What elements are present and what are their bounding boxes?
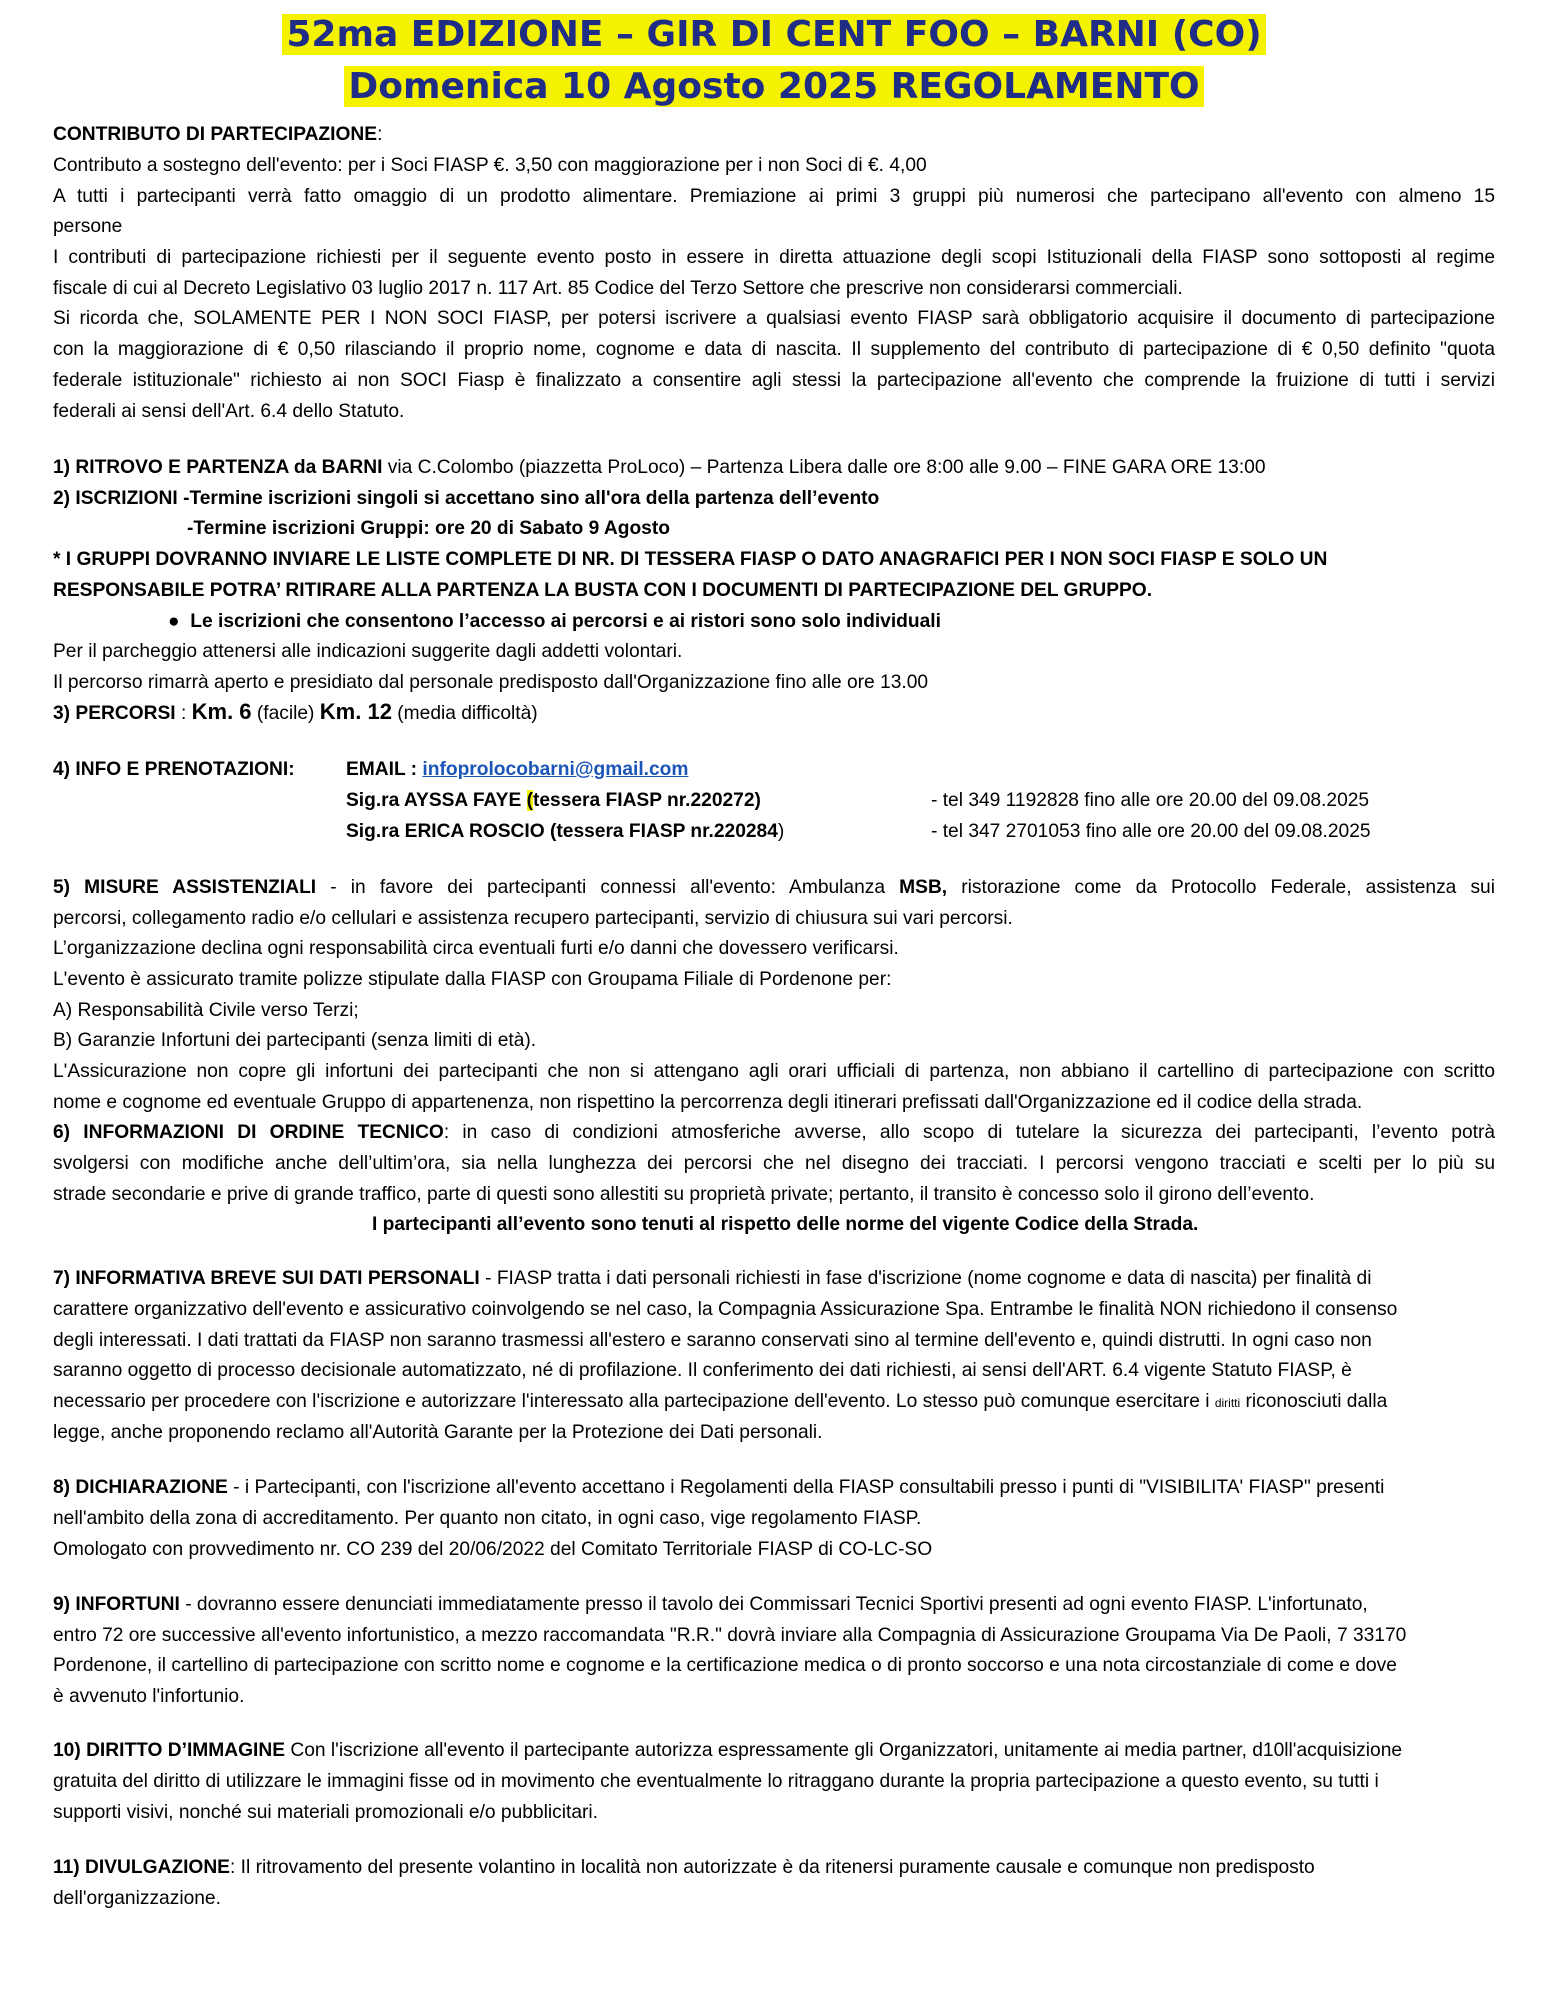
bullet-item: ● Le iscrizioni che consentono l’accesso ai percorsi e ai ristori sono solo individuali	[168, 611, 941, 632]
infortuni-line: entro 72 ore successive all'evento infortunistico, a mezzo raccomandata "R.R." dovrà inviare alla Compagnia di Assicurazione Groupama Via De Paoli, 7 33170	[53, 1625, 1407, 1646]
parcheggio-note: Per il parcheggio attenersi alle indicazioni suggerite dagli addetti volontari.	[53, 641, 683, 662]
contributo-line: federale istituzionale" richiesto ai non SOCI Fiasp è finalizzato a consentire agli stessi la partecipazione all'evento che comprende la fruizione di tutti i servizi	[53, 370, 1495, 391]
section-3-percorsi: 3) PERCORSI : Km. 6 (facile) Km. 12 (media difficoltà)	[53, 699, 538, 724]
contributo-line: A tutti i partecipanti verrà fatto omaggio di un prodotto alimentare. Premiazione ai primi 3 gruppi più numerosi che partecipano all'evento con almeno 15	[53, 186, 1495, 207]
section-11-divulgazione: 11) DIVULGAZIONE: Il ritrovamento del presente volantino in località non autorizzate è da ritenersi puramente causale e comunque non predisposto	[53, 1857, 1315, 1878]
misure-line: L'Assicurazione non copre gli infortuni dei partecipanti che non si attengano agli orari ufficiali di partenza, non abbiano il cartellino di partecipazione con scritto	[53, 1061, 1495, 1082]
gruppi-notice-line: RESPONSABILE POTRA’ RITIRARE ALLA PARTENZA LA BUSTA CON I DOCUMENTI DI PARTECIPAZIONE DEL GRUPPO.	[53, 580, 1153, 601]
misure-line: L’organizzazione declina ogni responsabilità circa eventuali furti e/o danni che dovessero verificarsi.	[53, 938, 899, 959]
email-row: EMAIL : infoprolocobarni@gmail.com	[346, 759, 689, 780]
tecnico-line: strade secondarie e prive di grande traffico, parte di questi sono allestiti su proprietà private; pertanto, il transito è concesso solo il girono dell’evento.	[53, 1184, 1315, 1205]
contributo-heading: CONTRIBUTO DI PARTECIPAZIONE:	[53, 124, 383, 145]
section-10-immagine: 10) DIRITTO D’IMMAGINE Con l'iscrizione all'evento il partecipante autorizza espressamente gli Organizzatori, unitamente ai media partner, d10ll'acquisizione	[53, 1740, 1403, 1761]
infortuni-line: è avvenuto l'infortunio.	[53, 1686, 245, 1707]
contact-1: Sig.ra AYSSA FAYE (tessera FIASP nr.220272)	[346, 790, 761, 811]
privacy-line: legge, anche proponendo reclamo all'Autorità Garante per la Protezione dei Dati personali.	[53, 1422, 823, 1443]
bullet-icon: ●	[168, 611, 180, 632]
contributo-line: I contributi di partecipazione richiesti per il seguente evento posto in essere in diretta attuazione degli scopi Istituzionali della FIASP sono sottoposti al regime	[53, 247, 1495, 268]
contributo-line: con la maggiorazione di € 0,50 rilasciando il proprio nome, cognome e data di nascita. Il supplemento del contributo di partecipazione di € 0,50 definito "quota	[53, 339, 1495, 360]
privacy-line: necessario per procedere con l'iscrizione e autorizzare l'interessato alla partecipazione dell'evento. Lo stesso può comunque esercitare i diritti riconosciuti dalla	[53, 1391, 1388, 1412]
misure-line: B) Garanzie Infortuni dei partecipanti (senza limiti di età).	[53, 1030, 537, 1051]
section-8-dichiarazione: 8) DICHIARAZIONE - i Partecipanti, con l'iscrizione all'evento accettano i Regolamenti della FIASP consultabili presso i punti di "VISIBILITA' FIASP" presenti	[53, 1477, 1385, 1498]
contributo-line: persone	[53, 216, 123, 237]
title-line-1: 52ma EDIZIONE – GIR DI CENT FOO – BARNI (CO)	[0, 12, 1548, 58]
privacy-line: degli interessati. I dati trattati da FIASP non saranno trasmessi all'estero e saranno conservati sino al termine dell'evento e, quindi distrutti. In ogni caso non	[53, 1330, 1372, 1351]
contributo-line: fiscale di cui al Decreto Legislativo 03 luglio 2017 n. 117 Art. 85 Codice del Terzo Settore che prescrive non considerarsi commerciali.	[53, 278, 1183, 299]
percorso-note: Il percorso rimarrà aperto e presidiato dal personale predisposto dall'Organizzazione fino alle ore 13.00	[53, 672, 929, 693]
tecnico-line: svolgersi con modifiche anche dell’ultim’ora, sia nella lunghezza dei percorsi che nel disegno dei tracciati. I percorsi vengono tracciati e scelti per lo più su	[53, 1153, 1495, 1174]
omologazione-line: Omologato con provvedimento nr. CO 239 del 20/06/2022 del Comitato Territoriale FIASP di CO-LC-SO	[53, 1539, 933, 1560]
contact-2: Sig.ra ERICA ROSCIO (tessera FIASP nr.220284)	[346, 821, 785, 842]
divulgazione-line: dell'organizzazione.	[53, 1888, 221, 1909]
email-link[interactable]: infoprolocobarni@gmail.com	[422, 759, 689, 780]
iscrizioni-gruppi: -Termine iscrizioni Gruppi: ore 20 di Sabato 9 Agosto	[187, 518, 670, 539]
misure-line: percorsi, collegamento radio e/o cellulari e assistenza recupero partecipanti, servizio di chiusura sui vari percorsi.	[53, 908, 1013, 929]
immagine-line: gratuita del diritto di utilizzare le immagini fisse od in movimento che eventualmente lo ritraggano durante la propria partecipazione a questo evento, su tutti i	[53, 1771, 1379, 1792]
section-1-ritrovo: 1) RITROVO E PARTENZA da BARNI via C.Colombo (piazzetta ProLoco) – Partenza Libera dalle ore 8:00 alle 9.00 – FINE GARA ORE 13:00	[53, 457, 1266, 478]
section-2-iscrizioni: 2) ISCRIZIONI -Termine iscrizioni singoli si accettano sino all'ora della partenza dell’evento	[53, 488, 880, 509]
contact-1-tel: - tel 349 1192828 fino alle ore 20.00 del 09.08.2025	[931, 790, 1370, 811]
codice-strada-notice: I partecipanti all’evento sono tenuti al rispetto delle norme del vigente Codice della Strada.	[372, 1214, 1199, 1235]
gruppi-notice-line: * I GRUPPI DOVRANNO INVIARE LE LISTE COMPLETE DI NR. DI TESSERA FIASP O DATO ANAGRAFICI PER I NON SOCI FIASP E SOLO UN	[53, 549, 1328, 570]
dichiarazione-line: nell'ambito della zona di accreditamento. Per quanto non citato, in ogni caso, vige regolamento FIASP.	[53, 1508, 922, 1529]
privacy-line: carattere organizzativo dell'evento e assicurativo coinvolgendo se nel caso, la Compagnia Assicurazione Spa. Entrambe le finalità NON richiedono il consenso	[53, 1299, 1398, 1320]
contributo-line: Si ricorda che, SOLAMENTE PER I NON SOCI FIASP, per potersi iscrivere a qualsiasi evento FIASP sarà obbligatorio acquisire il documento di partecipazione	[53, 308, 1495, 329]
section-9-infortuni: 9) INFORTUNI - dovranno essere denunciati immediatamente presso il tavolo dei Commissari Tecnici Sportivi presenti ad ogni evento FIASP. L'infortunato,	[53, 1594, 1368, 1615]
contributo-line: federali ai sensi dell'Art. 6.4 dello Statuto.	[53, 401, 405, 422]
section-4-info: 4) INFO E PRENOTAZIONI:	[53, 759, 295, 780]
immagine-line: supporti visivi, nonché sui materiali promozionali e/o pubblicitari.	[53, 1802, 598, 1823]
misure-line: A) Responsabilità Civile verso Terzi;	[53, 1000, 359, 1021]
section-6-tecnico: 6) INFORMAZIONI DI ORDINE TECNICO: in caso di condizioni atmosferiche avverse, allo scopo di tutelare la sicurezza dei partecipanti, l’evento potrà	[53, 1122, 1496, 1143]
contact-2-tel: - tel 347 2701053 fino alle ore 20.00 del 09.08.2025	[931, 821, 1371, 842]
misure-line: L'evento è assicurato tramite polizze stipulate dalla FIASP con Groupama Filiale di Pordenone per:	[53, 969, 892, 990]
infortuni-line: Pordenone, il cartellino di partecipazione con scritto nome e cognome e la certificazione medica o di pronto soccorso e una nota circostanziale di come e dove	[53, 1655, 1397, 1676]
section-7-privacy: 7) INFORMATIVA BREVE SUI DATI PERSONALI - FIASP tratta i dati personali richiesti in fase d'iscrizione (nome cognome e data di nascita) per finalità di	[53, 1268, 1372, 1289]
section-5-misure: 5) MISURE ASSISTENZIALI - in favore dei partecipanti connessi all'evento: Ambulanza MSB, ristorazione come da Protocollo Federale, assistenza sui	[53, 877, 1495, 898]
misure-line: nome e cognome ed eventuale Gruppo di appartenenza, non rispettino la percorrenza degli itinerari prefissati dall'Organizzazione ed il codice della strada.	[53, 1092, 1363, 1113]
title-line-2: Domenica 10 Agosto 2025 REGOLAMENTO	[0, 64, 1548, 110]
contributo-line: Contributo a sostegno dell'evento: per i Soci FIASP €. 3,50 con maggiorazione per i non Soci di €. 4,00	[53, 155, 927, 176]
privacy-line: saranno oggetto di processo decisionale automatizzato, né di profilazione. Il conferimento dei dati richiesti, ai sensi dell'ART. 6.4 vigente Statuto FIASP, è	[53, 1360, 1352, 1381]
